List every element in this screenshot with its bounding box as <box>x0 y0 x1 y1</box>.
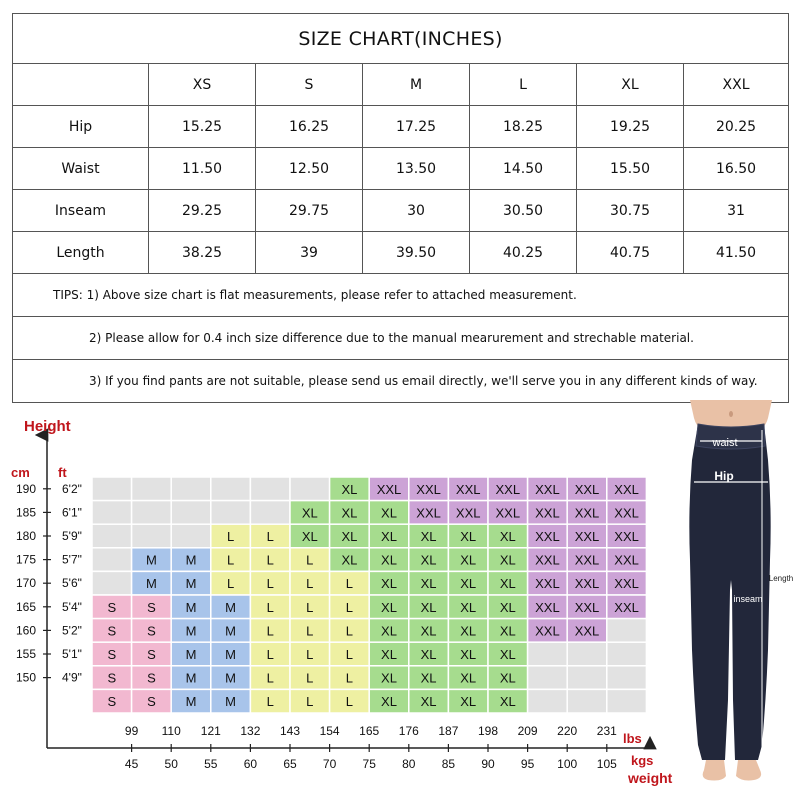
table-cell: 13.50 <box>363 148 470 190</box>
size-cell-label: XXL <box>535 623 560 639</box>
x-tick-lbs: 132 <box>240 724 261 738</box>
size-header-xs: XS <box>149 64 256 106</box>
x-tick-kgs: 70 <box>322 757 337 771</box>
size-cell-label: XL <box>420 529 437 544</box>
size-cell-label: L <box>226 552 235 568</box>
table-cell: 40.25 <box>470 232 577 274</box>
size-cell-label: XXL <box>574 552 600 568</box>
size-cell-label: M <box>225 647 237 662</box>
size-cell-label: M <box>185 670 197 686</box>
size-cell-label: XL <box>381 670 397 686</box>
y-tick-cm: 150 <box>15 670 36 685</box>
size-header-row <box>13 64 789 106</box>
size-cell-label: XL <box>301 505 318 521</box>
size-cell-label: S <box>147 647 156 662</box>
x-tick-kgs: 90 <box>481 757 495 771</box>
size-cell <box>92 501 132 525</box>
size-cell-label: L <box>266 599 274 615</box>
size-header-xxl: XXL <box>684 64 789 106</box>
x-tick-lbs: 99 <box>124 724 139 738</box>
size-cell-label: XXL <box>574 529 600 544</box>
y-tick-ft: 6'1" <box>62 505 82 520</box>
corner-cell <box>13 64 149 106</box>
size-cell-label: L <box>266 647 274 662</box>
size-cell-label: XXL <box>574 599 600 615</box>
x-tick-kgs: 80 <box>402 757 416 771</box>
size-cell <box>171 477 211 501</box>
row-label-hip: Hip <box>13 106 149 148</box>
size-cell <box>92 524 132 548</box>
size-cell-label: S <box>107 599 117 615</box>
size-cell <box>132 477 172 501</box>
size-chart-table <box>12 13 789 403</box>
size-cell-label: S <box>147 694 156 710</box>
size-cell-label: XL <box>420 670 437 686</box>
left-foot <box>703 760 726 781</box>
size-header-s: S <box>256 64 363 106</box>
table-row <box>13 190 789 232</box>
table-cell: 30.75 <box>577 190 684 232</box>
size-cell-label: XL <box>381 529 397 544</box>
y-tick-cm: 175 <box>15 552 36 567</box>
size-cell <box>607 619 647 643</box>
x-tick-lbs: 176 <box>398 724 419 738</box>
size-cell-label: XL <box>420 647 437 662</box>
x-tick-lbs: 198 <box>477 724 499 738</box>
size-cell-label: XXL <box>535 552 560 568</box>
tip-text-2: 2) Please allow for 0.4 inch size difference due to the manual mearurement and strechable material. <box>89 331 694 345</box>
waist-label: waist <box>712 437 738 449</box>
size-cell-label: XL <box>420 576 437 592</box>
size-cell-label: M <box>185 552 197 568</box>
size-cell <box>250 477 290 501</box>
size-cell-label: XL <box>341 529 358 544</box>
size-cell-label: M <box>225 694 237 710</box>
size-cell <box>250 501 290 525</box>
size-cell-label: XXL <box>614 529 639 544</box>
size-cell-label: XL <box>460 694 477 710</box>
size-cell-label: XXL <box>416 481 441 497</box>
x-tick-kgs: 50 <box>164 757 178 771</box>
size-cell-label: XXL <box>455 505 481 521</box>
size-cell-label: XL <box>460 623 477 639</box>
size-cell-label: XL <box>499 647 516 662</box>
x-tick-kgs: 100 <box>557 757 578 771</box>
right-foot <box>736 760 761 781</box>
size-cell-label: M <box>145 576 157 592</box>
size-cell-label: XXL <box>535 576 560 592</box>
size-cell-label: XL <box>420 694 437 710</box>
size-cell-label: XXL <box>614 505 639 521</box>
tip-cell-2 <box>13 317 789 360</box>
size-cell-label: L <box>345 694 354 710</box>
x-tick-lbs: 187 <box>438 724 459 738</box>
size-cell-label: XL <box>420 552 437 568</box>
y-tick-cm: 180 <box>15 529 36 543</box>
x-tick-lbs: 220 <box>557 724 578 738</box>
x-tick-kgs: 45 <box>124 757 139 771</box>
y-tick-ft: 5'2" <box>62 623 82 638</box>
table-cell: 12.50 <box>256 148 363 190</box>
table-cell: 16.25 <box>256 106 363 148</box>
table-cell: 39 <box>256 232 363 274</box>
table-cell: 16.50 <box>684 148 789 190</box>
size-cell <box>171 524 211 548</box>
table-cell: 15.50 <box>577 148 684 190</box>
table-cell: 11.50 <box>149 148 256 190</box>
y-tick-ft: 5'9" <box>62 529 82 543</box>
table-cell: 30.50 <box>470 190 577 232</box>
size-cell-label: XXL <box>574 505 600 521</box>
y-tick-ft: 5'1" <box>62 647 82 661</box>
size-cell <box>528 689 568 713</box>
y-tick-cm: 185 <box>15 505 36 520</box>
size-cell <box>607 642 647 666</box>
size-cell-label: XXL <box>535 599 560 615</box>
inseam-label: inseam <box>733 594 763 604</box>
size-cell-label: S <box>107 647 117 662</box>
size-cell-label: S <box>107 623 117 639</box>
size-cell-label: XL <box>499 599 516 615</box>
kgs-unit-label: kgs <box>631 753 654 768</box>
size-cell-label: S <box>147 599 156 615</box>
size-cell-label: XL <box>460 529 477 544</box>
size-cell-label: L <box>345 647 354 662</box>
size-cell-label: XXL <box>614 481 639 497</box>
size-cell-label: XL <box>301 529 318 544</box>
table-cell: 14.50 <box>470 148 577 190</box>
size-cell-label: L <box>306 599 314 615</box>
size-cell-label: L <box>345 576 354 592</box>
size-cell-label: M <box>185 576 197 592</box>
size-cell-label: L <box>306 694 314 710</box>
size-cell-label: XL <box>499 670 516 686</box>
x-tick-lbs: 143 <box>279 724 301 738</box>
table-cell: 41.50 <box>684 232 789 274</box>
tip-text-3: 3) If you find pants are not suitable, please send us email directly, we'll serve you in any different kinds of way. <box>89 374 758 388</box>
size-cell-label: XL <box>499 552 516 568</box>
size-cell <box>567 666 607 690</box>
size-header-xl: XL <box>577 64 684 106</box>
y-tick-ft: 5'7" <box>62 552 82 567</box>
row-label-waist: Waist <box>13 148 149 190</box>
size-cell-label: XXL <box>495 505 521 521</box>
size-cell-label: XL <box>460 552 477 568</box>
tip-text-1: TIPS: 1) Above size chart is flat measurements, please refer to attached measurement. <box>53 288 577 302</box>
size-cell-label: M <box>225 599 237 615</box>
x-tick-kgs: 60 <box>243 757 258 771</box>
size-cell-label: L <box>306 576 314 592</box>
size-cell-label: M <box>225 623 237 639</box>
size-cell-label: XXL <box>614 552 639 568</box>
x-axis-title: weight <box>628 770 673 786</box>
size-cell-label: L <box>306 670 314 686</box>
size-cell-label: S <box>107 694 117 710</box>
size-cell-label: XL <box>381 647 397 662</box>
x-tick-kgs: 95 <box>520 757 535 771</box>
size-cell-label: XL <box>381 505 397 521</box>
size-cell-label: XL <box>381 599 397 615</box>
table-cell: 31 <box>684 190 789 232</box>
size-cell-label: M <box>225 670 237 686</box>
size-cell-label: XXL <box>574 576 600 592</box>
size-cell-label: L <box>306 552 314 568</box>
size-cell-label: L <box>345 599 354 615</box>
size-header-m: M <box>363 64 470 106</box>
size-cell <box>567 642 607 666</box>
size-cell-label: L <box>266 529 274 544</box>
size-cell <box>132 501 172 525</box>
size-cell <box>567 689 607 713</box>
x-tick-lbs: 154 <box>319 724 340 738</box>
table-cell: 40.75 <box>577 232 684 274</box>
size-cell-label: XXL <box>614 599 639 615</box>
size-cell-label: XXL <box>416 505 441 521</box>
size-cell-label: L <box>306 623 314 639</box>
size-cell <box>92 477 132 501</box>
size-cell <box>132 524 172 548</box>
size-cell <box>92 548 132 572</box>
size-cell-label: XXL <box>495 481 521 497</box>
size-cell <box>211 477 251 501</box>
table-row <box>13 148 789 190</box>
size-cell <box>528 666 568 690</box>
size-cell-label: XL <box>499 623 516 639</box>
x-tick-kgs: 85 <box>441 757 456 771</box>
x-tick-lbs: 209 <box>517 724 538 738</box>
size-cell-label: XL <box>420 623 437 639</box>
size-cell-label: L <box>345 623 354 639</box>
table-cell: 29.75 <box>256 190 363 232</box>
size-cell-label: M <box>185 599 197 615</box>
table-row <box>13 232 789 274</box>
x-tick-lbs: 110 <box>161 724 181 738</box>
size-cell-label: XXL <box>535 529 560 544</box>
size-cell-label: XL <box>381 576 397 592</box>
y-tick-cm: 190 <box>15 481 36 496</box>
size-cell-label: XXL <box>535 505 560 521</box>
y-tick-cm: 165 <box>15 599 36 614</box>
size-cell-label: L <box>306 647 314 662</box>
x-tick-kgs: 55 <box>204 757 218 771</box>
table-cell: 17.25 <box>363 106 470 148</box>
x-tick-kgs: 105 <box>596 757 617 771</box>
size-cell-label: XL <box>420 599 437 615</box>
lbs-unit-label: lbs <box>623 731 642 746</box>
table-cell: 30 <box>363 190 470 232</box>
x-tick-lbs: 165 <box>359 724 380 738</box>
y-tick-ft: 6'2" <box>62 481 82 496</box>
size-cell-label: XL <box>341 481 358 497</box>
row-label-length: Length <box>13 232 149 274</box>
size-cell <box>528 642 568 666</box>
size-cell-label: S <box>147 670 156 686</box>
table-cell: 19.25 <box>577 106 684 148</box>
size-cell-label: L <box>266 576 274 592</box>
y-tick-cm: 170 <box>15 576 36 591</box>
y-tick-ft: 5'6" <box>62 576 82 591</box>
height-weight-chart <box>0 405 673 800</box>
y-tick-cm: 155 <box>15 647 36 661</box>
size-cell-label: L <box>345 670 354 686</box>
size-cell-label: XXL <box>574 481 600 497</box>
size-cell-label: XL <box>499 694 516 710</box>
size-cell <box>171 501 211 525</box>
size-cell-label: XL <box>460 599 477 615</box>
x-tick-lbs: 231 <box>596 724 617 738</box>
size-header-l: L <box>470 64 577 106</box>
x-tick-kgs: 75 <box>362 757 376 771</box>
size-cell-label: M <box>185 623 197 639</box>
size-cell-label: XXL <box>535 481 560 497</box>
size-cell-label: XL <box>341 552 358 568</box>
x-tick-lbs: 121 <box>200 724 221 738</box>
x-tick-kgs: 65 <box>283 757 297 771</box>
size-cell-label: M <box>185 647 197 662</box>
size-cell-label: L <box>266 670 274 686</box>
table-title: SIZE CHART(INCHES) <box>13 14 789 64</box>
table-cell: 18.25 <box>470 106 577 148</box>
ft-unit-label: ft <box>58 465 67 480</box>
tip-cell-1 <box>13 274 789 317</box>
size-cell-label: XL <box>499 576 516 592</box>
navel <box>729 411 733 417</box>
size-cell-label: M <box>145 552 157 568</box>
size-cell-label: XXL <box>455 481 481 497</box>
size-cell-label: L <box>266 623 274 639</box>
size-cell-label: XXL <box>614 576 639 592</box>
table-row <box>13 106 789 148</box>
size-cell-label: S <box>107 670 117 686</box>
y-axis-title: Height <box>24 418 71 435</box>
size-cell-label: XL <box>460 647 477 662</box>
size-cell-label: M <box>185 694 197 710</box>
table-cell: 20.25 <box>684 106 789 148</box>
size-cell-label: XL <box>499 529 516 544</box>
size-cell-label: XXL <box>574 623 600 639</box>
table-cell: 39.50 <box>363 232 470 274</box>
size-cell-label: XL <box>381 623 397 639</box>
table-cell: 29.25 <box>149 190 256 232</box>
size-cell-label: S <box>147 623 156 639</box>
table-cell: 15.25 <box>149 106 256 148</box>
size-cell-label: XL <box>341 505 358 521</box>
size-cell-label: XL <box>381 552 397 568</box>
size-cell <box>290 477 330 501</box>
hip-label: Hip <box>714 469 734 483</box>
size-cell-label: XL <box>460 670 477 686</box>
size-cell-label: L <box>266 552 274 568</box>
size-cell-label: XXL <box>376 481 402 497</box>
size-cell-label: L <box>266 694 274 710</box>
tip-cell-3 <box>13 360 789 403</box>
size-cell <box>211 501 251 525</box>
length-label: Length <box>768 574 794 583</box>
row-label-inseam: Inseam <box>13 190 149 232</box>
size-cell <box>607 666 647 690</box>
table-cell: 38.25 <box>149 232 256 274</box>
size-cell-label: L <box>226 576 235 592</box>
size-cell-label: L <box>226 529 235 544</box>
cm-unit-label: cm <box>11 465 30 480</box>
size-cell-label: XL <box>381 694 397 710</box>
size-cell <box>607 689 647 713</box>
size-cell-label: XL <box>460 576 477 592</box>
size-cell <box>92 571 132 595</box>
y-tick-ft: 5'4" <box>62 599 82 614</box>
y-tick-cm: 160 <box>15 623 36 638</box>
y-tick-ft: 4'9" <box>62 670 82 685</box>
model-figure <box>662 400 800 800</box>
